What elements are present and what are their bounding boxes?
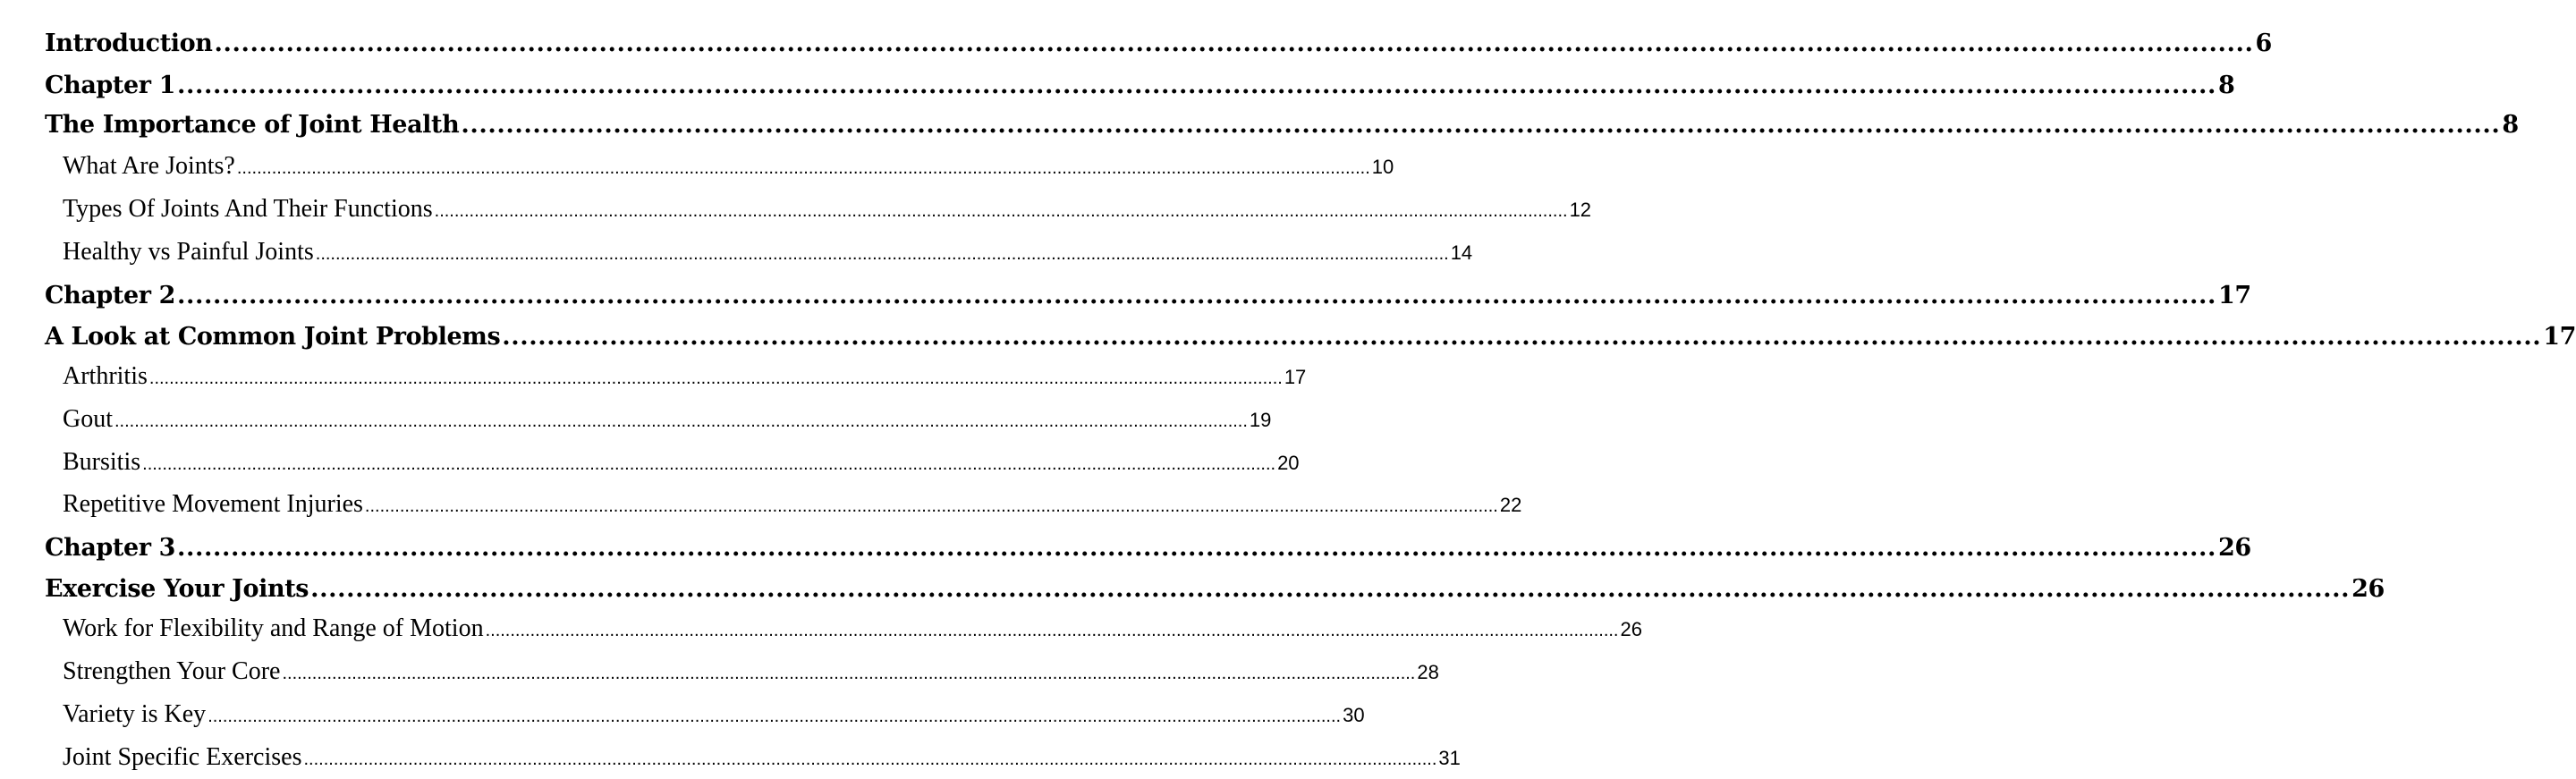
toc-entry-strengthen-your-core	[63, 657, 1439, 686]
toc-entry-page: 26	[2217, 534, 2251, 562]
toc-entry-page: 20	[1277, 452, 1300, 474]
toc-entry-exercise-your-joints	[45, 575, 2385, 603]
dot-leader: ....................................................................................................................................................................................................................................	[148, 368, 1283, 388]
dot-leader: ....................................................................................................................................................................................................................................	[142, 454, 1276, 474]
toc-entry-page: 14	[1450, 241, 1473, 264]
toc-entry-page: 26	[2351, 575, 2385, 603]
toc-entry-chapter-3	[45, 534, 2251, 562]
toc-entry-title: Introduction	[45, 30, 213, 57]
toc-entry-title: The Importance of Joint Health	[45, 111, 460, 139]
toc-entry-joint-specific-exercises	[63, 743, 1461, 772]
toc-entry-title: Bursitis	[63, 448, 141, 476]
dot-leader: ....................................................................................................................................................................................................................................	[214, 30, 2254, 57]
toc-entry-page: 8	[2217, 72, 2235, 99]
dot-leader: ....................................................................................................................................................................................................................................	[236, 158, 1370, 178]
toc-entry-bursitis	[63, 448, 1300, 477]
toc-entry-page: 22	[1499, 494, 1522, 516]
toc-entry-importance-of-joint-health	[45, 111, 2519, 139]
dot-leader: ....................................................................................................................................................................................................................................	[176, 282, 2216, 309]
toc-entry-flexibility-range-of-motion	[63, 614, 1642, 643]
toc-entry-page: 26	[1620, 618, 1642, 640]
toc-entry-page: 31	[1438, 747, 1461, 769]
toc-entry-chapter-1	[45, 72, 2235, 99]
toc-entry-arthritis	[63, 362, 1307, 391]
toc-entry-title: Chapter 1	[45, 72, 175, 99]
toc-entry-introduction	[45, 30, 2272, 57]
dot-leader: ....................................................................................................................................................................................................................................	[434, 201, 1568, 221]
toc-entry-gout	[63, 405, 1272, 434]
toc-entry-page: 8	[2502, 111, 2519, 139]
toc-entry-what-are-joints	[63, 152, 1394, 181]
dot-leader: ....................................................................................................................................................................................................................................	[502, 323, 2542, 351]
toc-entry-page: 30	[1343, 704, 1365, 726]
toc-entry-variety-is-key	[63, 700, 1365, 729]
toc-entry-title: Exercise Your Joints	[45, 575, 309, 603]
toc-entry-types-of-joints	[63, 195, 1592, 224]
dot-leader: ....................................................................................................................................................................................................................................	[114, 411, 1248, 431]
toc-entry-title: A Look at Common Joint Problems	[45, 323, 501, 351]
dot-leader: ....................................................................................................................................................................................................................................	[303, 749, 1437, 769]
dot-leader: ....................................................................................................................................................................................................................................	[364, 496, 1498, 516]
toc-entry-title: Variety is Key	[63, 700, 207, 728]
dot-leader: ....................................................................................................................................................................................................................................	[176, 72, 2216, 99]
toc-entry-page: 10	[1371, 156, 1394, 178]
toc-entry-page: 17	[2543, 323, 2576, 351]
toc-entry-repetitive-movement-injuries	[63, 490, 1522, 519]
toc-entry-healthy-vs-painful	[63, 238, 1473, 267]
toc-entry-page: 17	[1284, 366, 1307, 388]
dot-leader: ....................................................................................................................................................................................................................................	[282, 664, 1416, 683]
toc-entry-title: Joint Specific Exercises	[63, 743, 302, 771]
toc-entry-title: Healthy vs Painful Joints	[63, 238, 314, 266]
toc-entry-page: 6	[2255, 30, 2272, 57]
toc-entry-page: 28	[1417, 661, 1439, 683]
toc-entry-chapter-2	[45, 282, 2251, 309]
dot-leader: ....................................................................................................................................................................................................................................	[176, 534, 2216, 562]
toc-entry-title: Chapter 3	[45, 534, 175, 562]
toc-entry-title: What Are Joints?	[63, 152, 235, 180]
toc-entry-common-joint-problems	[45, 323, 2576, 351]
toc-entry-title: Arthritis	[63, 362, 148, 390]
toc-entry-title: Strengthen Your Core	[63, 657, 281, 685]
dot-leader: ....................................................................................................................................................................................................................................	[461, 111, 2501, 139]
toc-entry-page: 17	[2217, 282, 2251, 309]
dot-leader: ....................................................................................................................................................................................................................................	[485, 621, 1619, 640]
toc-entry-title: Gout	[63, 405, 113, 433]
toc-entry-title: Repetitive Movement Injuries	[63, 490, 363, 518]
dot-leader: ....................................................................................................................................................................................................................................	[310, 575, 2351, 603]
toc-entry-title: Types Of Joints And Their Functions	[63, 195, 433, 223]
toc-entry-page: 12	[1569, 199, 1592, 221]
dot-leader: ....................................................................................................................................................................................................................................	[208, 707, 1342, 726]
dot-leader: ....................................................................................................................................................................................................................................	[315, 244, 1449, 264]
toc-entry-page: 19	[1249, 409, 1272, 431]
toc-entry-title: Chapter 2	[45, 282, 175, 309]
toc-entry-title: Work for Flexibility and Range of Motion	[63, 614, 484, 642]
